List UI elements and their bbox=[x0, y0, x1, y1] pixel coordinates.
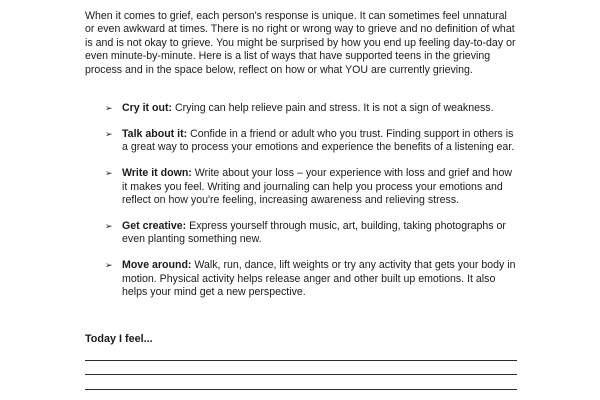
tip-body: Write about your loss – your experience with loss and grief and how it makes you feel. Writing and journaling can help you process your emotions and reflect on how you're feeling, increasing awareness and relieving stress. bbox=[122, 167, 512, 207]
arrowhead-bullet-icon: ➢ bbox=[105, 128, 113, 139]
writing-line bbox=[85, 375, 517, 390]
arrowhead-bullet-icon: ➢ bbox=[105, 103, 113, 114]
prompt-heading: Today I feel... bbox=[85, 332, 153, 345]
tip-text bbox=[122, 102, 517, 115]
writing-lines bbox=[85, 346, 517, 400]
tip-text bbox=[122, 259, 517, 299]
tip-title: Write it down: bbox=[122, 167, 192, 180]
tip-title: Talk about it: bbox=[122, 127, 188, 140]
writing-line bbox=[85, 346, 517, 361]
tip-title: Move around: bbox=[122, 259, 192, 272]
tip-text bbox=[122, 167, 517, 207]
list-item bbox=[85, 167, 517, 207]
tip-body: Crying can help relieve pain and stress. It is not a sign of weakness. bbox=[174, 102, 494, 115]
tip-body: Express yourself through music, art, building, taking photographs or even planting something new. bbox=[122, 219, 506, 246]
tip-title: Get creative: bbox=[122, 219, 187, 232]
arrowhead-bullet-icon: ➢ bbox=[105, 260, 113, 271]
intro-paragraph: When it comes to grief, each person's response is unique. It can sometimes feel unnatural or even awkward at times. There is no right or wrong way to grieve and no definition of what is and is not okay to grieve. You might be surprised by how you end up feeling day-to-day or even minute-by-minute. Here is a list of ways that have supported teens in the grieving process and in the space below, reflect on how or what YOU are currently grieving. bbox=[85, 10, 516, 76]
tip-text bbox=[122, 128, 517, 155]
arrowhead-bullet-icon: ➢ bbox=[105, 168, 113, 179]
arrowhead-bullet-icon: ➢ bbox=[105, 220, 113, 231]
list-item bbox=[85, 102, 517, 115]
tip-text bbox=[122, 220, 517, 247]
list-item bbox=[85, 259, 517, 299]
list-item bbox=[85, 220, 517, 247]
tip-body: Walk, run, dance, lift weights or try any activity that gets your body in motion. Physical activity helps release anger and other built up emotions. It also helps your mind get a new perspective. bbox=[122, 259, 516, 299]
list-item bbox=[85, 128, 517, 155]
writing-line bbox=[85, 361, 517, 376]
grief-tips-list bbox=[85, 102, 517, 299]
tip-body: Confide in a friend or adult who you trust. Finding support in others is a great way to process your emotions and experience the benefits of a listening ear. bbox=[122, 127, 515, 154]
tip-title: Cry it out: bbox=[122, 102, 173, 115]
writing-line bbox=[85, 390, 517, 400]
